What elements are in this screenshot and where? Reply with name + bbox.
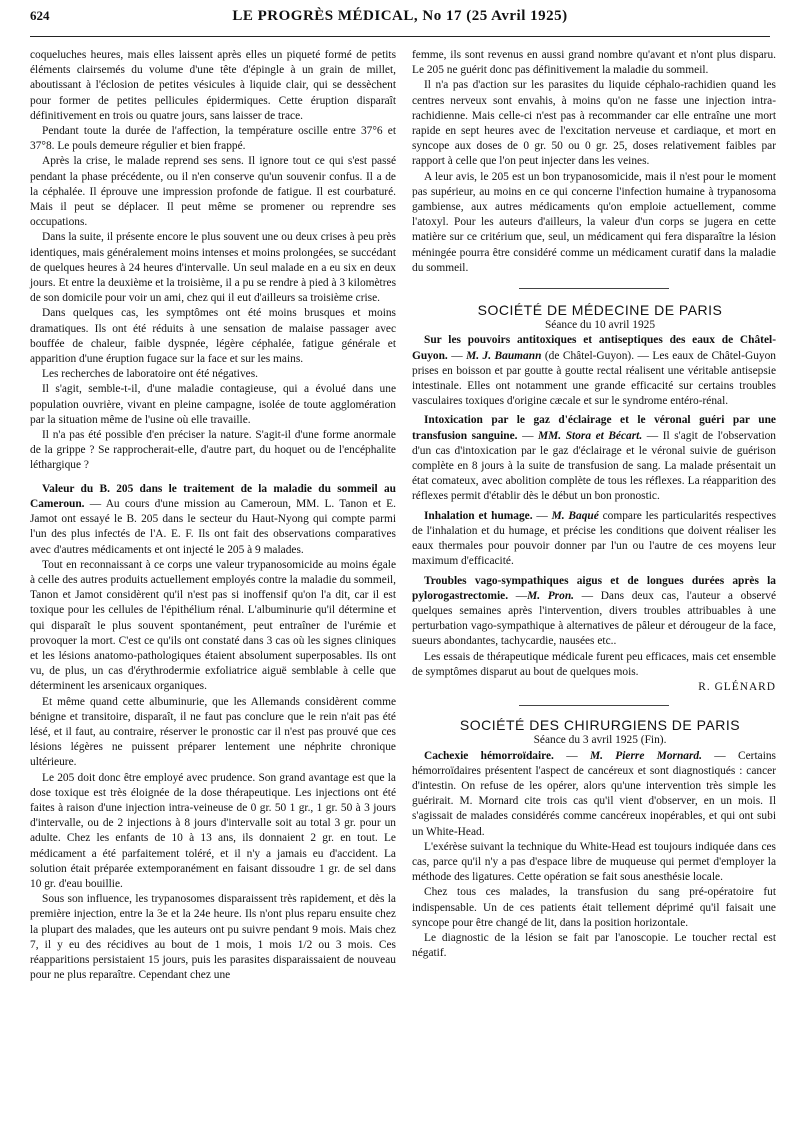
- article-inhalation: Inhalation et humage. — M. Baqué compare les particularités respectives de l'inhalation et du humage, et précise les conditions que doivent réaliser les eaux thermales pour pouvoir donner par l'un ou l'autre de ces moyens leur maximum d'efficacité.: [412, 509, 776, 568]
- section-heading: SOCIÉTÉ DES CHIRURGIENS DE PARIS: [459, 717, 741, 734]
- paragraph: Après la crise, le malade reprend ses sens. Il ignore tout ce qui s'est passé pendant la phase précédente, ou il n'en conserve qu'un souvenir confus. Il a de la céphalée. Il éprouve une impression profonde de fatigue. Il est courbaturé. Mais il peut se déplacer. Il peut même se promener ou reprendre ses occupations.: [30, 155, 396, 229]
- article-chatel: Sur les pouvoirs antitoxiques et antiseptiques des eaux de Châtel-Guyon. — M. J. Baumann (de Châtel-Guyon). — Les eaux de Châtel-Guyon prises en boisson et par goutte à goutte rectal réalisent une véritable antisepsie intestinale. Elles ont notamment une grande efficacité sur certains troubles vasculaires toxiques d'origine cæcale et sur le syndrome entéro-rénal.: [412, 334, 776, 408]
- article-text: — Au cours d'une mission au Cameroun, MM. L. Tanon et E. Jamot ont essayé le B. 205 dans le secteur du Haut-Nyong qui compte parmi l'un des plus infectés de l'A. E. F. Ils ont fait des observations comparatives avec d'autres médicaments et ont injecté le 205 à 9 malades.: [30, 497, 396, 556]
- section-divider: [519, 288, 669, 289]
- article-title: Sur les pouvoirs antitoxiques et antiseptiques des eaux de Châtel-Guyon.: [412, 334, 776, 362]
- article-gaz: Intoxication par le gaz d'éclairage et le véronal guéri par une transfusion sanguine. — MM. Stora et Bécart. — Il s'agit de l'observation d'un cas d'intoxication par le gaz d'éclairage et le véronal suivie de guérison complète en 8 jours à la suite de transfusion de sang. La malade présentait un état comateux, avec abolition complète de tous les réflexes. La réapparition des réflexes permit d'établir dès le début un bon pronostic.: [412, 414, 776, 503]
- header-rule: [30, 36, 770, 37]
- article-b205: [30, 482, 396, 558]
- page-header: [30, 8, 770, 30]
- article-vago: Troubles vago-sympathiques aigus et de longues durées après la pylorogastrectomie. —M. Pron. — Dans deux cas, l'auteur a observé quelques semaines après l'intervention, divers troubles attribuables à une perturbation vago-sympathique à alternatives de pâleur et dérougeur de la face, sueurs abondantes, tachycardie, nausées etc..: [412, 574, 777, 648]
- paragraph: Le 205 doit donc être employé avec prudence. Son grand avantage est que la dose toxique est très éloignée de la dose thérapeutique. Les injections ont été faites à raison d'une injection intra-veineuse de 0 gr. 50 1 gr., 1 gr. 50 à 3 jours d'intervalle, ou de 2 injections à 8 jours d'intervalle soit au total 3 gr. pour un adulte. Chez les enfants de 10 à 13 ans, ils donnaient 2 gr. en tout. Le médicament a été parfaitement toléré, et il n'y a jamais eu d'accident. La solution était préparée extemporanément en faisant dissoudre 1 gr. de sel dans 10 gr. d'eau bouillie.: [30, 771, 396, 890]
- right-column: [412, 48, 776, 961]
- paragraph: Il n'a pas d'action sur les parasites du liquide céphalo-rachidien quand les centres nerveux sont envahis, à moins qu'on ne fasse une injection intra-rachidienne. Mais celle-ci n'est pas à recommander car elle entraîne une mort rapide en sept heures avec de l'excitation nerveuse et cardiaque, et mort en syncope aux doses de 0 gr. 50 ou 0 gr. 25, doses relativement faibles par rapport à celle que l'on peut injecter dans les veines.: [412, 79, 776, 168]
- article-author: M. Baqué: [551, 509, 599, 522]
- page-number: 624: [30, 8, 50, 23]
- paragraph: Il n'a pas été possible d'en préciser la nature. S'agit-il d'une forme anormale de la grippe ? Se rapprocherait-elle, d'autre part, du hoquet ou de l'encéphalite léthargique ?: [30, 429, 396, 472]
- article-text: Certains hémorroïdaires présentent l'aspect de cancéreux et sont diagnostiqués : cancer d'intestin. On refuse de les opérer, alors qu'une intervention très simple les guérirait. M. Mornard cite trois cas qu'il vient d'observer, en un mois. Il s'agissait de malades considérés comme cancéreux inopérables, et qui ont subi un White-Head.: [412, 749, 776, 838]
- seance-date: Séance du 3 avril 1925 (Fin).: [533, 734, 667, 747]
- paragraph: Les recherches de laboratoire ont été négatives.: [42, 368, 258, 381]
- article-title: Intoxication par le gaz d'éclairage et le véronal guéri par une transfusion sanguine.: [412, 414, 776, 442]
- section-heading: SOCIÉTÉ DE MÉDECINE DE PARIS: [477, 302, 723, 319]
- paragraph: A leur avis, le 205 est un bon trypanosomicide, mais il n'est pour le moment pas supérieur, au moins en ce qui concerne l'infection humaine à trypanosoma gambiense, aux autres médicaments qu'on emploie actuellement, comme l'atoxyl. Pour les auteurs d'ailleurs, la valeur d'un corps se jugera en cette matière sur ce critérium que, seul, un médicament qui fera disparaître la lésion méningée pourra être considéré comme un médicament curatif dans la maladie du sommeil.: [412, 170, 776, 274]
- paragraph: Les essais de thérapeutique médicale furent peu efficaces, mais cet ensemble de symptômes disparut au bout de quelques mois.: [412, 650, 776, 678]
- article-title: Troubles vago-sympathiques aigus et de longues durées après la pylorogastrectomie.: [412, 574, 776, 602]
- paragraph: Et même quand cette albuminurie, que les Allemands considèrent comme bénigne et transitoire, disparaît, il ne faut pas conclure que le rein n'ait pas été lésé, et il faut, au contraire, réserver le pronostic car il n'est pas prouvé que ces lésions légères ne puissent préparer lentement une néphrite chronique ultérieure.: [30, 695, 396, 769]
- article-text: (de Châtel-Guyon). — Les eaux de Châtel-Guyon prises en boisson et par goutte à goutte rectal réalisent une véritable antisepsie intestinale. Elles ont notamment une grande efficacité sur certains troubles vasculaires toxiques d'origine cæcale et sur le syndrome entéro-rénal.: [412, 349, 776, 408]
- running-title: LE PROGRÈS MÉDICAL, No 17 (25 Avril 1925): [232, 8, 568, 24]
- paragraph: Pendant toute la durée de l'affection, la température oscille entre 37°6 et 37°8. Le pouls demeure régulier et bien frappé.: [30, 125, 396, 153]
- paragraph: Le diagnostic de la lésion se fait par l'anoscopie. Le toucher rectal est négatif.: [412, 931, 776, 960]
- article-title: Cachexie hémorroïdaire.: [424, 749, 554, 762]
- paragraph: Tout en reconnaissant à ce corps une valeur trypanosomicide au moins égale à celle des autres produits actuellement employés contre la maladie du sommeil, Tanon et Jamot considèrent qu'il n'est pas si inoffensif qu'on l'a dit, car il est toxique pour les cellules de l'épithélium rénal. L'albuminurie qu'il détermine et qui disparaît le plus souvent spontanément, peut entraîner de l'urémie et provoquer la mort. C'est ce qu'ils ont constaté dans 3 cas où les signes cliniques et les lésions anatomo-pathologiques étaient absolument superposables. Ils ont vu, de plus, un cas d'érythrodermie exfoliatrice aiguë semblable à celle que déterminent les arsenicaux organiques.: [30, 558, 396, 693]
- seance-date: Séance du 10 avril 1925: [544, 319, 656, 332]
- article-title: Valeur du B. 205 dans le traitement de la maladie du sommeil au Cameroun.: [30, 482, 396, 510]
- article-author: M. Pron.: [527, 589, 574, 602]
- article-text: Dans deux cas, l'auteur a observé quelques semaines après l'intervention, divers troubles attribuables à une perturbation vago-sympathique à alternatives de pâleur et dérougeur de la face, sueurs abondantes, tachycardie, nausées etc..: [412, 589, 777, 648]
- signature: R. GLÉNARD: [698, 680, 776, 693]
- article-title: Inhalation et humage.: [424, 509, 533, 522]
- paragraph: Dans quelques cas, les symptômes ont été moins brusques et moins dramatiques. Ils ont été réduits à une sensation de malaise passager avec bouffée de chaleur, faible dyspnée, légère céphalée, fatigue générale et apparition d'une éruption fugace sur la face et sur les mains.: [30, 307, 396, 366]
- paragraph: Sous son influence, les trypanosomes disparaissent très rapidement, et dès la première injection, entre la 3e et la 24e heure. Ils n'ont plus reparu ensuite chez la plupart des malades, que les auteurs ont pu suivre pendant 9 mois. Mais chez 7, il y eu des récidives au bout de 1 mois, 1 mois 1/2 ou 3 mois. Ces réapparitions persistaient 15 jours, puis les parasites disparaissaient de nouveau pour ne plus reparaître. Cependant chez une: [30, 893, 396, 982]
- paragraph: femme, ils sont revenus en aussi grand nombre qu'avant et n'ont plus disparu. Le 205 ne guérit donc pas définitivement la maladie du sommeil.: [412, 49, 776, 77]
- paragraph: Il s'agit, semble-t-il, d'une maladie contagieuse, qui a évolué dans une population ouvrière, vivant en pleine campagne, isolée de toute agglomération par la situation même de l'usine où elle travaille.: [30, 383, 396, 426]
- left-column: [30, 48, 396, 983]
- paragraph: Chez tous ces malades, la transfusion du sang pré-opératoire fut indispensable. Un de ces patients était tellement déprimé qu'il faisait une syncope pour être changé de lit, dans la position horizontale.: [412, 886, 776, 929]
- article-author: MM. Stora et Bécart.: [538, 429, 643, 442]
- article-author: M. Pierre Mornard.: [589, 749, 702, 762]
- section-divider: [519, 705, 669, 706]
- paragraph: Dans la suite, il présente encore le plus souvent une ou deux crises à peu près identiques, mais généralement moins intenses et moins prolongées, se succédant de quelques heures à 24 heures d'intervalle. Un seul malade en a eu six en deux jours. Et entre la deuxième et la troisième, il a pu se rendre à pied à 3 kilomètres de son domicile pour voir un ami, chez qui il eut d'ailleurs sa troisième crise.: [30, 231, 396, 305]
- article-cachexie: Cachexie hémorroïdaire. — M. Pierre Mornard. — Certains hémorroïdaires présentent l'aspect de cancéreux et sont diagnostiqués : cancer d'intestin. On refuse de les opérer, alors qu'une intervention très simple les guérirait. M. Mornard cite trois cas qu'il vient d'observer, en un mois. Il s'agissait de malades considérés comme cancéreux inopérables, et qui ont subi un White-Head.: [412, 749, 776, 838]
- article-text: compare les particularités respectives de l'inhalation et du humage, et précise les conditions que doivent réaliser les eaux thermales pour pouvoir donner par l'un ou l'autre de ces moyens leur maximum d'efficacité.: [412, 509, 776, 568]
- article-text: Il s'agit de l'observation d'un cas d'intoxication par le gaz d'éclairage et le véronal suivie de guérison complète en 8 jours à la suite de transfusion de sang. La malade présentait un état comateux, avec abolition complète de tous les réflexes. La réapparition des réflexes permit d'établir dès le début un bon pronostic.: [412, 429, 776, 503]
- article-author: M. J. Baumann: [466, 349, 542, 362]
- paragraph: L'exérèse suivant la technique du White-Head est toujours indiquée dans ces cas, parce qu'il n'y a pas d'espace libre de muqueuse qui permet d'employer la méthode des ligatures. Cette opération se fait sous anesthésie locale.: [412, 840, 776, 884]
- paragraph: coqueluches heures, mais elles laissent après elles un piqueté formé de petits éléments clairsemés du volume d'une tête d'épingle à un grain de millet, aboutissant à l'éclosion de petites vésicules à liquide clair, qui se dessèchent pour former de petites pellicules épidermiques. Cette éruption disparaît définitivement en trois ou quatre jours, sans laisser de trace.: [30, 49, 396, 122]
